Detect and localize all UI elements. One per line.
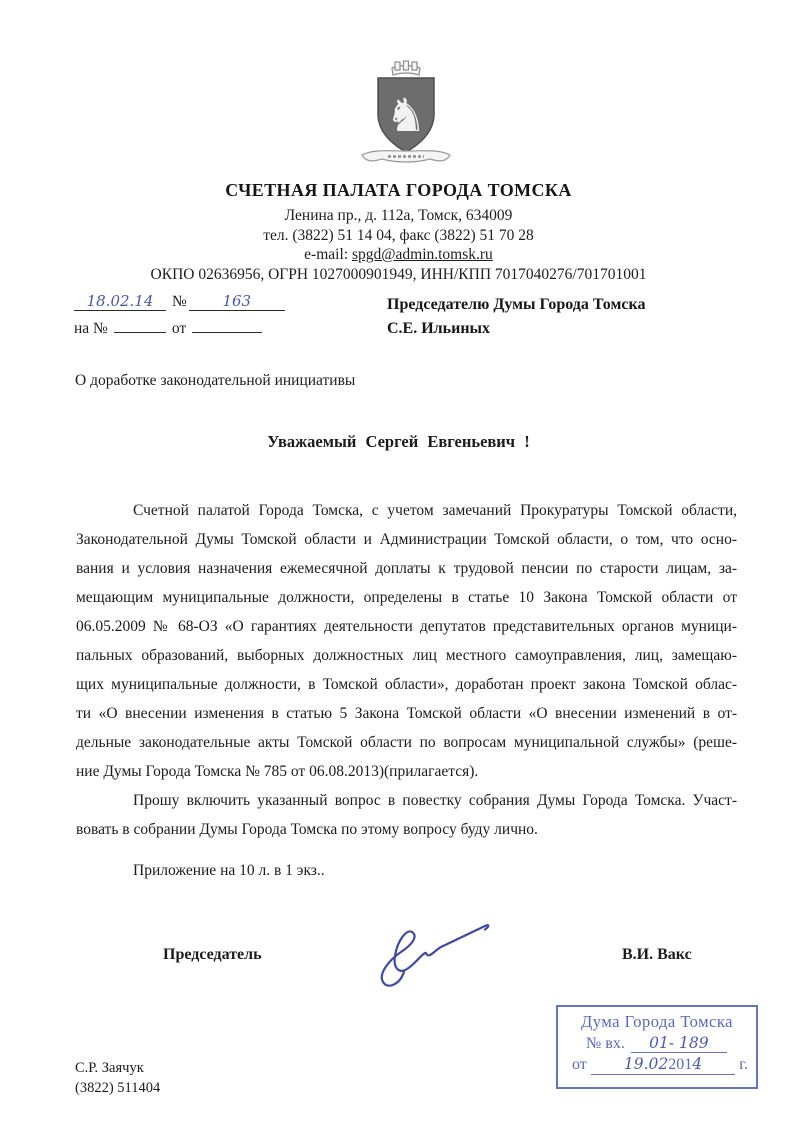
handwritten-signature-icon	[368, 912, 500, 992]
org-name: СЧЕТНАЯ ПАЛАТА ГОРОДА ТОМСКА	[225, 180, 572, 200]
body-line: Счетной палатой Города Томска, с учетом замечаний Прокуратуры Томской области,	[133, 502, 737, 519]
horse-glyph-icon: ♞	[385, 90, 427, 141]
reference-block	[74, 292, 285, 344]
executor-phone: (3822) 511404	[75, 1080, 161, 1096]
stamp-org-name: Дума Города Томска	[581, 1012, 733, 1031]
signer-name: В.И. Вакс	[622, 946, 692, 963]
stamp-year-suffix: г.	[739, 1056, 748, 1073]
incoming-stamp	[556, 1005, 758, 1089]
attachment-note: Приложение на 10 л. в 1 экз..	[133, 862, 325, 879]
reply-number-blank	[114, 332, 166, 333]
number-sign: №	[172, 293, 187, 310]
body-line: 06.05.2009 № 68-ОЗ «О гарантиях деятельности депутатов представительных органов муници-	[76, 618, 737, 635]
reply-na-label: на №	[74, 320, 108, 337]
reply-ot-label: от	[171, 320, 187, 337]
body-line: вания и условия назначения ежемесячной доплаты к трудовой пенсии по старости лицам, за-	[76, 560, 737, 577]
subject-line: О доработке законодательной инициативы	[75, 372, 356, 389]
tomsk-coat-of-arms-icon	[346, 60, 466, 166]
email-label: e-mail:	[304, 246, 352, 263]
stamp-entry-number-row	[558, 1032, 756, 1053]
addressee-block	[387, 293, 645, 341]
body-line: ние Думы Города Томска № 785 от 06.08.2013)(прилагается).	[76, 763, 479, 780]
letter-body	[76, 496, 737, 844]
org-phone-fax: тел. (3822) 51 14 04, факс (3822) 51 70 28	[263, 226, 534, 244]
stamp-date-row	[558, 1053, 756, 1075]
org-email-line	[0, 245, 797, 265]
body-line: Законодательной Думы Томской области и Администрации Томской области, о том, что осно-	[76, 531, 737, 548]
stamp-date-day-month-handwritten: 19.02	[623, 1055, 669, 1073]
signer-title: Председатель	[163, 946, 262, 963]
body-line: щих муниципальные должности, в Томской области», доработан проект закона Томской облас-	[76, 676, 737, 693]
body-line: мещающим муниципальные должности, определены в статье 10 Закона Томской области от	[76, 589, 737, 606]
stamp-in-label: № вх.	[586, 1035, 625, 1052]
outgoing-reference-row	[74, 292, 285, 318]
body-line: пальных образований, выборных должностных лиц местного самоуправления, лиц, замещаю-	[76, 647, 737, 664]
org-registration: ОКПО 02636956, ОГРН 1027000901949, ИНН/КПП 7017040276/701701001	[150, 265, 647, 283]
org-address: Ленина пр., д. 112а, Томск, 634009	[284, 207, 513, 224]
body-line: дельные законодательные акты Томской области по вопросам муниципальной службы» (реше-	[76, 734, 737, 751]
stamp-date-value	[591, 1055, 735, 1075]
reply-reference-row	[74, 320, 285, 344]
salutation: Уважаемый Сергей Евгеньевич !	[267, 432, 530, 451]
executor-name: С.Р. Заячук	[75, 1060, 144, 1076]
org-contacts	[0, 206, 797, 284]
body-line: Прошу включить указанный вопрос в повестку собрания Думы Города Томска. Участ-	[133, 792, 737, 809]
outgoing-number-handwritten: 163	[189, 292, 285, 311]
stamp-year-digit-handwritten: 4	[692, 1055, 703, 1073]
addressee-position: Председателю Думы Города Томска	[387, 296, 646, 313]
stamp-date-label: от	[572, 1056, 587, 1073]
email-link: spgd@admin.tomsk.ru	[351, 246, 493, 263]
executor-block	[75, 1058, 160, 1098]
stamp-in-number-handwritten: 01- 189	[631, 1034, 727, 1053]
addressee-name: С.Е. Ильиных	[387, 320, 491, 337]
stamp-year-printed: 201	[668, 1056, 693, 1073]
outgoing-date-handwritten: 18.02.14	[74, 292, 166, 311]
mural-crown-icon	[392, 61, 420, 75]
body-line: вовать в собрании Думы Города Томска по этому вопросу буду лично.	[76, 821, 538, 838]
reply-date-blank	[192, 332, 262, 333]
body-line: ти «О внесении изменения в статью 5 Закона Томской области «О внесении изменений в от-	[76, 705, 737, 722]
